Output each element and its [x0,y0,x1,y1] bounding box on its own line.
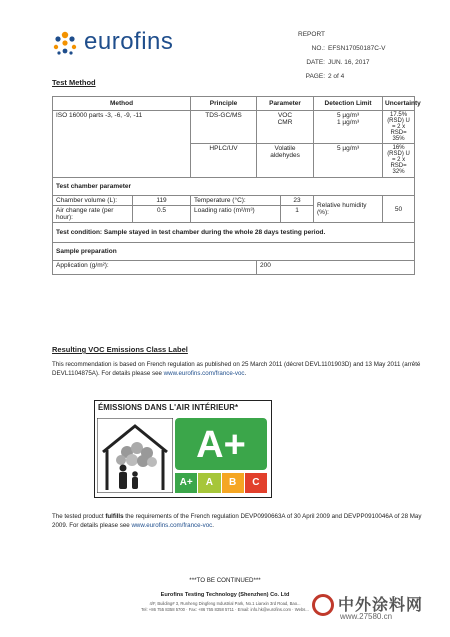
method-cell: ISO 16000 parts -3, -6, -9, -11 [53,111,191,178]
sample-prep-title: Sample preparation [53,243,415,261]
loading-label: Loading ratio (m²/m³) [191,206,281,223]
table-row [53,111,415,144]
scale-a-plus: A+ [175,473,197,493]
date-label: DATE: [306,59,325,66]
voc-paragraph-2-end: . [212,522,215,529]
detection-limit-cell [314,111,383,144]
uncertainty-cell: 16% (RSD) U = 2 x RSD= 32% [383,144,415,178]
test-condition: Test condition: Sample stayed in test chamber during the whole 28 days testing period. [53,223,415,243]
uncertainty-cell: 17.5% (RSD) U = 2 x RSD= 35% [383,111,415,144]
col-parameter: Parameter [257,97,314,111]
report-meta [285,28,385,84]
loading-value: 1 [281,206,314,223]
table-header-row [53,97,415,111]
report-date: JUN. 16, 2017 [328,59,370,66]
voc-paragraph-1 [52,360,422,378]
parameter-cell: Volatile aldehydes [257,144,314,178]
test-method-table [52,96,421,275]
voc-label-title: Resulting VOC Emissions Class Label [52,345,188,354]
voc-paragraph-1-end: . [244,370,247,377]
eurofins-voc-link[interactable]: www.eurofins.com/france-voc [163,370,245,377]
param-voc: VOC [277,112,293,119]
parameter-cell [257,111,314,144]
voc-paragraph-1-text: This recommendation is based on French regulation as published on 25 March 2011 (décret DEVL1101903D) and 13 May 2011 (arrêté DEVL1104875A). For details please see [52,361,421,377]
test-method-title: Test Method [52,78,96,87]
fulfills-text: fulfills [105,513,124,520]
detection-limit-cell: 5 µg/m³ [314,144,383,178]
grade-value: A+ [196,424,246,466]
humidity-label: Relative humidity (%): [314,196,383,223]
col-method: Method [53,97,191,111]
report-no: EFSN17050187C-V [328,45,386,52]
to-be-continued: ***TO BE CONTINUED*** [189,577,261,584]
table-row [53,243,415,261]
temperature-value: 23 [281,196,314,206]
watermark-logo-icon [312,594,334,616]
principle-cell: HPLC/UV [191,144,257,178]
humidity-value: 50 [383,196,415,223]
eurofins-logo-icon [50,30,80,56]
chamber-volume-value: 119 [133,196,191,206]
param-cmr: CMR [277,119,293,126]
limit-cmr: 1 µg/m³ [336,119,360,126]
chamber-volume-label: Chamber volume (L): [53,196,133,206]
col-uncertainty: Uncertainty [383,97,415,111]
principle-cell: TDS-GC/MS [191,111,257,144]
watermark-url: www.27580.cn [340,612,393,621]
limit-voc: 5 µg/m³ [336,112,360,119]
table-row [53,196,415,206]
application-label: Application (g/m²): [53,261,257,275]
col-detection-limit: Detection Limit [314,97,383,111]
scale-c: C [245,473,267,493]
table-row [53,261,415,275]
watermark-text: 中外涂料网 [338,597,424,614]
voc-paragraph-2-text: The tested product [52,513,106,520]
scale-b: B [222,473,244,493]
brand-name: eurofins [84,28,174,55]
grade-scale [175,473,267,493]
voc-paragraph-2 [52,512,422,530]
scale-a: A [198,473,220,493]
eurofins-voc-link-2[interactable]: www.eurofins.com/france-voc [131,522,213,529]
air-change-label: Air change rate (per hour): [53,206,133,223]
voc-emissions-label [94,400,272,498]
page-number: 2 of 4 [328,73,345,80]
grade-box [175,418,267,470]
house-family-icon [97,418,173,493]
air-change-value: 0.5 [133,206,191,223]
page-label: PAGE: [305,73,325,80]
footer-address-line: 4/F, Building# 3, Runheng Dingfeng Industrial Park, No.1 Lianxin 3rd Road, Bao... [149,601,301,606]
voc-paragraph-2-text-b: the requirements of the French regulation DEVP0990663A of 30 April 2009 and DEVPP0910046A of 28 May 2009. For details please see [52,513,422,529]
table-row [53,178,415,196]
chamber-title: Test chamber parameter [53,178,415,196]
application-value: 200 [257,261,415,275]
report-no-label: REPORT NO.: [298,31,325,52]
temperature-label: Temperature (°C): [191,196,281,206]
col-principle: Principle [191,97,257,111]
table-row [53,223,415,243]
footer-company: Eurofins Testing Technology (Shenzhen) Co. Ltd [160,592,290,598]
label-heading: ÉMISSIONS DANS L'AIR INTÉRIEUR* [98,403,239,412]
footer-contact-line: Tel: +86 755 8358 5700 · Fax: +86 755 8358 5711 · Email: info.hk@eurofins.com · Webs... [141,607,309,612]
